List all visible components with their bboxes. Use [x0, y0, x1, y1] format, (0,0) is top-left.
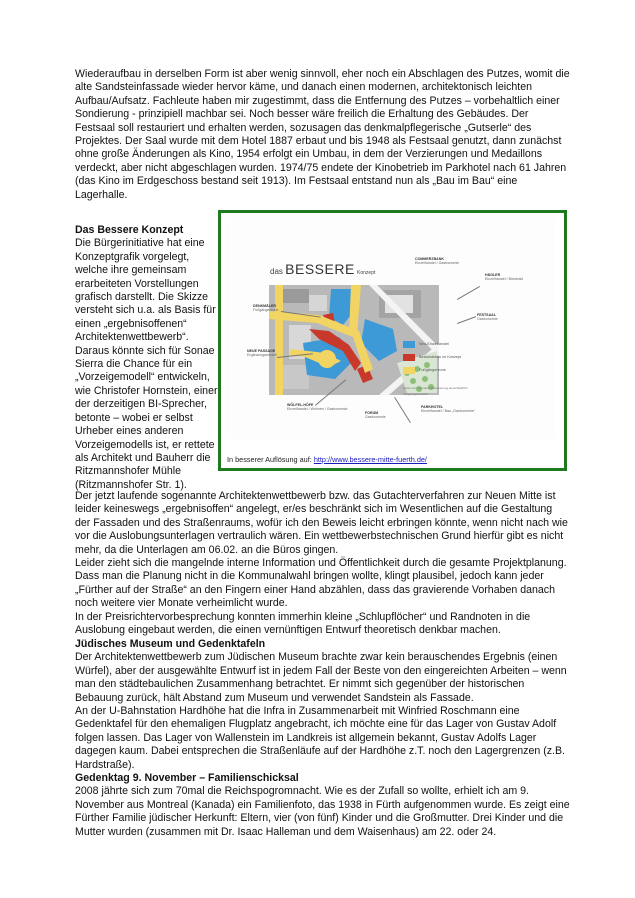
- bessere-konzept-sidebar: [75, 224, 220, 492]
- map-legend: [403, 341, 468, 396]
- legend-note: Nutzer der Grundstücksbebauung ausschließlich: [403, 386, 468, 390]
- map-label-denkmaeler: DENKMÄLER Fußgängerzone: [253, 304, 279, 313]
- map-label-parkhotel: PARKHOTEL Einzelhandel / Bau „Gastronomie“: [421, 405, 475, 414]
- gedenktag-section: [75, 772, 570, 839]
- museum-section: [75, 638, 570, 772]
- caption-link[interactable]: http://www.bessere-mitte-fuerth.de/: [313, 455, 427, 464]
- paragraph: Der jetzt laufende sogenannte Architektenwettbewerb bzw. das Gutachterverfahren zur Neuen Mitte ist leider keineswegs „ergebnisoffen“ angelegt, er/es beschränkt sich im Wesentlichen auf die Gestaltung der Fassaden und des Straßenraums, wofür ich den Beweis leicht erbringen könnte, wenn nicht nach wie vor die Auslobungsunterlagen vertraulich wären. Ein wettbewerbstechnischen Grund hierfür gibt es nicht mehr, da die Unterlagen am 06.02. an die Büros gingen.: [75, 490, 568, 556]
- legend-note: Tiefgaragenzufahrt: [403, 392, 429, 396]
- paragraph: In der Preisrichtervorbesprechung konnten immerhin kleine „Schlupflöcher“ und Randnoten in die Auslobung eingebaut werden, die einen vernünftigen Entwurf theoretisch denkbar machen.: [75, 610, 531, 637]
- map-title-main: BESSERE: [285, 261, 355, 277]
- paragraph: Leider zieht sich die mangelnde interne Information und Öffentlichkeit durch die gesamte Projektplanung. Dass man die Planung nicht in die Kommunalwahl bringen wollte, klingt plausibel, jedoch kann jeder „Fürther auf der Straße“ an den Fingern einer Hand abzählen, dass das gravierende Vorhaben danach noch weitere vier Monate verheimlicht wurde.: [75, 557, 567, 610]
- section-heading-museum: Jüdisches Museum und Gedenktafeln: [75, 638, 266, 650]
- map-label-haegler: HÄGLER Einzelhandel / Bürotrakt: [485, 273, 524, 282]
- legend-item: Fußgängerzone: [403, 367, 468, 380]
- section-heading-bessere-konzept: Das Bessere Konzept: [75, 224, 184, 236]
- bessere-konzept-side-text: Die Bürgerinitiative hat eine Konzeptgrafik vorgelegt, welche ihre gemeinsam erarbeiteten Vorstellungen grafisch darstellt. Die Skizze versteht sich u.a. als Basis für einen „ergebnisoffenen“ Architektenwettbewerb“. Daraus könnte sich für Sonae Sierra die Chance für ein „Vorzeigemodell“ entwickeln, wie Christofer Hornstein, einer der derzeitigen BI-Sprecher, betonte – wobei er selbst Urheber eines anderen Vorzeigemodells ist, er rettete als Architekt und Bauherr die Ritzmannshofer Mühle (Ritzmannshofer Str. 1).: [75, 237, 218, 491]
- section-heading-gedenktag: Gedenktag 9. November – Familienschicksal: [75, 772, 299, 784]
- leader-line: [394, 397, 411, 423]
- intro-paragraph: Wiederaufbau in derselben Form ist aber wenig sinnvoll, eher noch ein Abschlagen des Putzes, womit die alte Sandsteinfassade wieder hervor käme, und danach einen modernen, architektonisch leichten Aufbau/Aufsatz. Fachleute haben mir zugestimmt, dass die Entfernung des Putzes – vorbehaltlich einer Sondierung - prinzipiell machbar sei. Noch besser wäre freilich die Erhaltung des Gebäudes. Der Festsaal soll restauriert und erhalten werden, sozusagen das denkmalpflegerische „Gutserle“ des Projektes. Der Saal wurde mit dem Hotel 1887 erbaut und bis 1948 als Festsaal genutzt, dann zunächst ohne große Änderungen als Kino, 1954 erfolgt ein Umbau, in dem der Verzierungen und Medaillons verdeckt, aber nicht abgeschlagen wurden. 1974/75 endete der Kinobetrieb im Parkhotel nach 61 Jahren (das Kino im Erdgeschoss bestand seit 1913). Im Festsaal entstand nun als „Bau im Bau“ eine Lagerhalle.: [75, 68, 570, 201]
- map-label-commerzbank: COMMERZBANK Einzelhandel / Gastronomie: [415, 257, 460, 266]
- leader-line: [457, 286, 480, 300]
- map-label-festsaal: FESTSAAL Gastronomie: [477, 313, 498, 322]
- caption-text: In besserer Auflösung auf:: [227, 455, 314, 464]
- legend-item: Neu-Einzelhandel: [403, 341, 468, 354]
- legend-swatch-yellow: [403, 367, 415, 374]
- paragraph: Der Architektenwettbewerb zum Jüdischen Museum brachte zwar kein berauschendes Ergebnis (einen Würfel), aber der ausgewählte Entwurf ist in jedem Fall der Beste von den eingereichten Arbeiten – wenn man den städtebaulichen Zusammenhang betrachtet. Er nimmt sich gegenüber der historischen Bebauung zurück, hält Abstand zum Museum und verwendet Sandstein als Fassade.: [75, 651, 567, 704]
- map-title-prefix: das: [270, 267, 283, 276]
- map-label-neue-passage: NEUE PASSAGE Ergänzungsmodell: [247, 349, 277, 358]
- map-title-suffix: Konzept: [357, 270, 376, 276]
- legend-swatch-red: [403, 354, 415, 361]
- leader-line: [457, 316, 476, 324]
- paragraph: An der U-Bahnstation Hardhöhe hat die Infra in Zusammenarbeit mit Winfried Roschmann eine Gedenktafel für den ehemaligen Flugplatz angebracht, ich möchte eine für das Lager von Gustav Adolf folgen lassen. Das Lager von Wallenstein im Landkreis ist allgemein bekannt, Gustav Adolfs Lager dagegen kaum. Dabei entsprechen die Straßenläufe auf der Hardhöhe z.T. noch den Lagergrenzen (z.B. Hardstraße).: [75, 705, 565, 771]
- figure-caption: [227, 455, 427, 464]
- concept-figure: [218, 210, 567, 471]
- map-label-forum: FORUM Gastronomie: [365, 411, 386, 420]
- concept-map: [225, 217, 555, 439]
- paragraph: 2008 jährte sich zum 70mal die Reichspogromnacht. Wie es der Zufall so wollte, erhielt ich am 9. November aus Montreal (Kanada) ein Familienfoto, das 1938 in Fürth aufgenommen wurde. Es zeigt eine Fürther Familie jüdischer Herkunft: Eltern, vier (von fünf) Kinder und die Großmutter. Drei Kinder und die Mutter wurden (zusammen mit Dr. Isaac Halleman und dem Waisenhaus) am 22. oder 24.: [75, 785, 570, 838]
- bessere-konzept-body: [75, 490, 570, 637]
- legend-swatch-blue: [403, 341, 415, 348]
- map-title: [270, 261, 375, 277]
- map-label-woelfel-hoefe: WÖLFEL-HÖFE Einzelhandel / Wohnen / Gastronomie: [287, 403, 348, 412]
- legend-item: Bestandsbau im Konzept: [403, 354, 468, 367]
